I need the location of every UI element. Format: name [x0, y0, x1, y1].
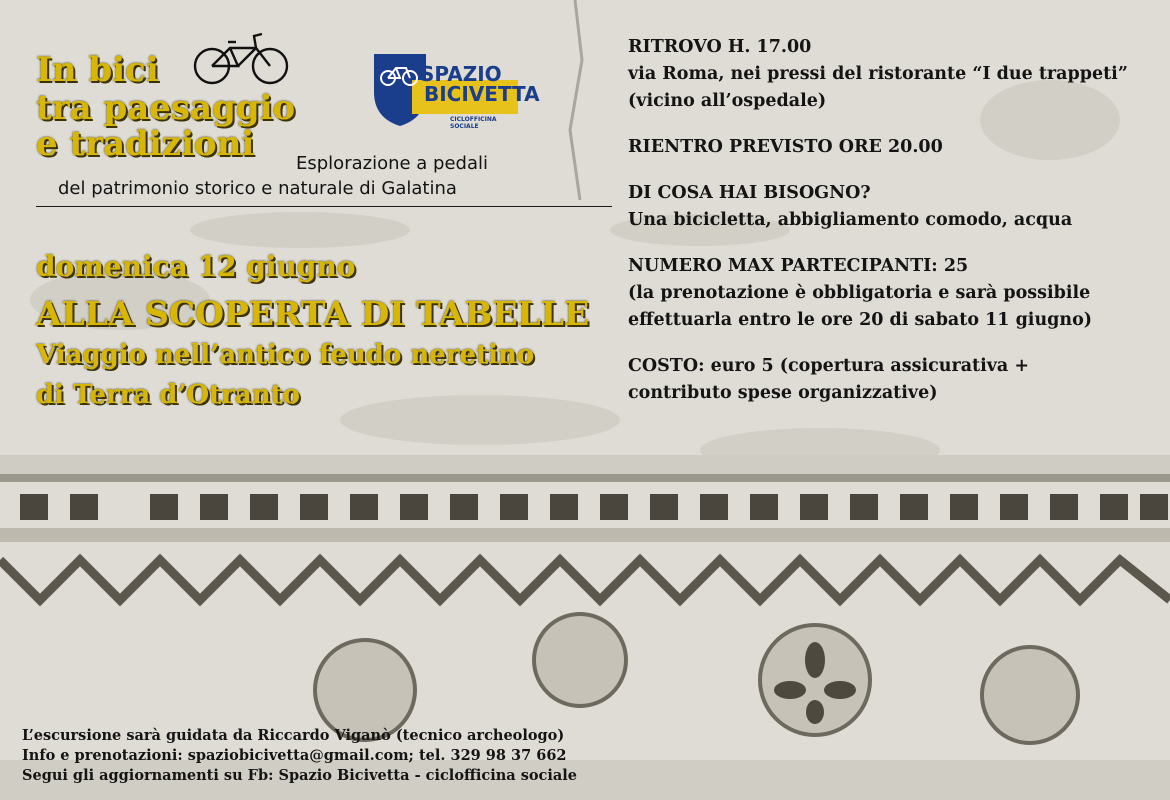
subtitle-line-1: Esplorazione a pedali: [296, 153, 488, 174]
participants-note-1: (la prenotazione è obbligatoria e sarà possibile: [628, 283, 1091, 303]
meeting-block: [628, 34, 1158, 115]
event-subtitle-line-1: Viaggio nell’antico feudo neretino: [36, 340, 535, 370]
cost-line-1: COSTO: euro 5 (copertura assicurativa +: [628, 356, 1030, 376]
logo-name-line-1: SPAZIO: [420, 62, 502, 86]
title-line-1: In bici: [36, 50, 159, 90]
needs-block: [628, 180, 1158, 234]
participants-note-2: effettuarla entro le ore 20 di sabato 11 giugno): [628, 310, 1093, 330]
header-divider: [36, 206, 612, 207]
subtitle-line-2: del patrimonio storico e naturale di Galatina: [58, 178, 457, 199]
event-title: ALLA SCOPERTA DI TABELLE: [36, 294, 590, 333]
event-subtitle-line-2: di Terra d’Otranto: [36, 380, 300, 410]
logo-name-line-2: BICIVETTA: [424, 82, 540, 106]
needs-title: DI COSA HAI BISOGNO?: [628, 183, 871, 203]
title-line-2: tra paesaggio: [36, 88, 296, 128]
footer-contacts: [22, 726, 577, 786]
meeting-title: RITROVO H. 17.00: [628, 37, 812, 57]
needs-text: Una bicicletta, abbigliamento comodo, acqua: [628, 210, 1073, 230]
return-time: RIENTRO PREVISTO ORE 20.00: [628, 137, 943, 157]
participants-block: [628, 253, 1158, 334]
footer-social: Segui gli aggiornamenti su Fb: Spazio Bicivetta - ciclofficina sociale: [22, 767, 578, 784]
footer-contact: Info e prenotazioni: spaziobicivetta@gmail.com; tel. 329 98 37 662: [22, 747, 567, 764]
bicycle-icon: [192, 28, 290, 86]
cost-line-2: contributo spese organizzative): [628, 383, 938, 403]
participants-title: NUMERO MAX PARTECIPANTI: 25: [628, 256, 969, 276]
event-info-panel: [628, 34, 1158, 426]
meeting-place: via Roma, nei pressi del ristorante “I due trappeti”: [628, 64, 1128, 84]
meeting-note: (vicino all’ospedale): [628, 91, 827, 111]
event-date: domenica 12 giugno: [36, 250, 356, 283]
cost-block: [628, 353, 1158, 407]
spazio-bicivetta-logo: [372, 52, 540, 130]
title-line-3: e tradizioni: [36, 124, 255, 164]
footer-guide: L’escursione sarà guidata da Riccardo Viganò (tecnico archeologo): [22, 727, 565, 744]
return-block: [628, 134, 1158, 161]
logo-tagline: CICLOFFICINA SOCIALE: [450, 116, 497, 130]
